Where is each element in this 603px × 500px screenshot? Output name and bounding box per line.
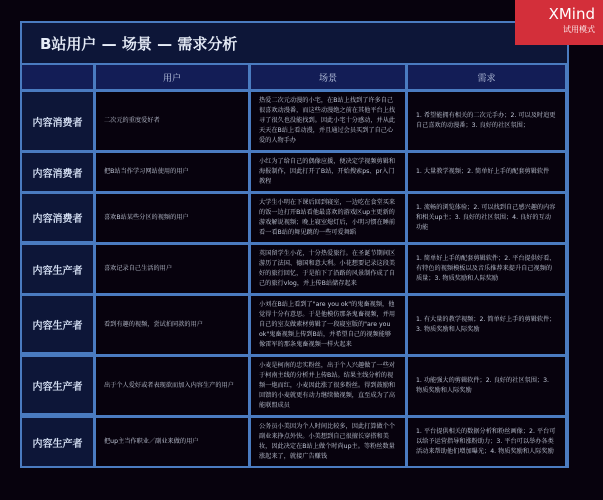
- column-header-scene: 场景: [251, 65, 405, 89]
- need-cell: 1. 大量教学视频；2. 简单好上手的配套剪辑软件: [408, 153, 565, 191]
- user-cell: 二次元的重度爱好者: [96, 92, 248, 150]
- role-cell: 内容消费者: [22, 153, 93, 191]
- column-header-user: 用户: [96, 65, 248, 89]
- user-cell: 喜欢B站某些分区的视频的用户: [96, 194, 248, 242]
- scene-cell: 热爱二次元动漫的小宅，在B站上找到了许多自己很喜欢动漫番，而这些动漫绝之前在其他平台上找寻了很久也没能找到。因此小宅十分感动，并从此天天在B站上看动漫，并且通过会员买到了自己心爱的人物手办: [251, 92, 405, 150]
- analysis-table: [20, 21, 569, 468]
- page-title: B站用户 — 场景 — 需求分析: [22, 23, 567, 63]
- role-cell: 内容消费者: [22, 92, 93, 150]
- column-header-blank: [22, 65, 93, 89]
- scene-cell: 小刘在B站上看到了"are you ok"的鬼畜视频，他觉得十分有意思。于是他模仿那条鬼畜视频，并用自己的室友做素材剪辑了一段寝室版的"are you ok"鬼畜视频上传到B站，并希望自己的视频能够像雷军的那条鬼畜视频一样火起来: [251, 296, 405, 354]
- role-cell: 内容生产者: [22, 418, 93, 466]
- scene-cell: 公务员小美因为个人时间比较多，因此打算做个个副业来挣点外快。小美想到自己很擅长穿搭和美妆，因此决定在B站上做个时尚up主。等粉丝数量涨起来了，就接广告赚钱: [251, 418, 405, 466]
- need-cell: 1. 简单好上手的配套剪辑软件；2. 平台提供好看、有特色的视频模板以及音乐推荐来提升自己视频的质量；3. 物质奖励和人际奖励: [408, 245, 565, 293]
- role-cell: 内容生产者: [22, 245, 93, 293]
- scene-cell: 英国留学生小花，十分热爱旅行。在圣诞节期间区游历了法国、德国和意大利。小花想要记录这段美好的旅行回忆，于是拍下了沿路的风景制作成了自己的旅行vlog，并上传B站储存起来: [251, 245, 405, 293]
- user-cell: 把B站当作学习网站使用的用户: [96, 153, 248, 191]
- xmind-trial-watermark: [515, 0, 603, 45]
- scene-cell: 小麦是柯南的忠实粉丝，出于个人兴趣做了一些对于柯南主线的分析并上传B站。结果主线分析的视频一炮而红，小麦因此涨了很多粉丝。得到鼓励和回馈的小麦就更有动力继续做视频，直至成为了高能联盟成员: [251, 357, 405, 415]
- watermark-brand: XMind: [548, 5, 595, 23]
- watermark-mode: 试用模式: [563, 25, 595, 34]
- table-grid: [22, 65, 567, 466]
- user-cell: 把up主当作职业／副业来做的用户: [96, 418, 248, 466]
- role-cell: 内容消费者: [22, 194, 93, 241]
- need-cell: 1. 流畅的浏览体验；2. 可以找到自己感兴趣的内容和相关up主；3. 良好的社区氛围；4. 良好的互动功能: [408, 194, 565, 242]
- need-cell: 1. 功能强大的剪辑软件；2. 良好的社区氛围；3. 物质奖励和人际奖励: [408, 357, 565, 415]
- role-cell: 内容生产者: [22, 357, 93, 413]
- user-cell: 看到有趣的视频，尝试拍同款的用户: [96, 296, 248, 354]
- role-cell: 内容生产者: [22, 296, 93, 352]
- need-cell: 1. 有大量的教学视频；2. 简单好上手的剪辑软件；3. 物质奖励和人际奖励: [408, 296, 565, 354]
- column-header-need: 需求: [408, 65, 565, 89]
- scene-cell: 大学生小明在下课后回到寝室，一边吃在食堂买来的饭一边打开B站看他最喜欢的游戏区up主更新的游戏解说视频；晚上寝室熄灯后，小明习惯在睡前看一看B站的舞见跳的一些可爱舞蹈: [251, 194, 405, 242]
- scene-cell: 小红为了给自己的偶像应援，便决定学视频剪辑和海报制作，因此打开了B站，开始搜索ps、pr入门教程: [251, 153, 405, 191]
- user-cell: 出于个人爱好或者表现欲而加入内容生产的用户: [96, 357, 248, 415]
- need-cell: 1. 希望能拥有相关的二次元手办；2. 可以及时追更自己喜欢的动漫番；3. 良好的社区氛围；: [408, 92, 565, 150]
- user-cell: 喜欢记录自己生活的用户: [96, 245, 248, 293]
- need-cell: 1. 平台提供相关的数据分析和粉丝画像；2. 平台可以给予运营指导和涨粉助力；3. 平台可以举办各类活动来帮助他们增加曝光；4. 物质奖励和人际奖励: [408, 418, 565, 466]
